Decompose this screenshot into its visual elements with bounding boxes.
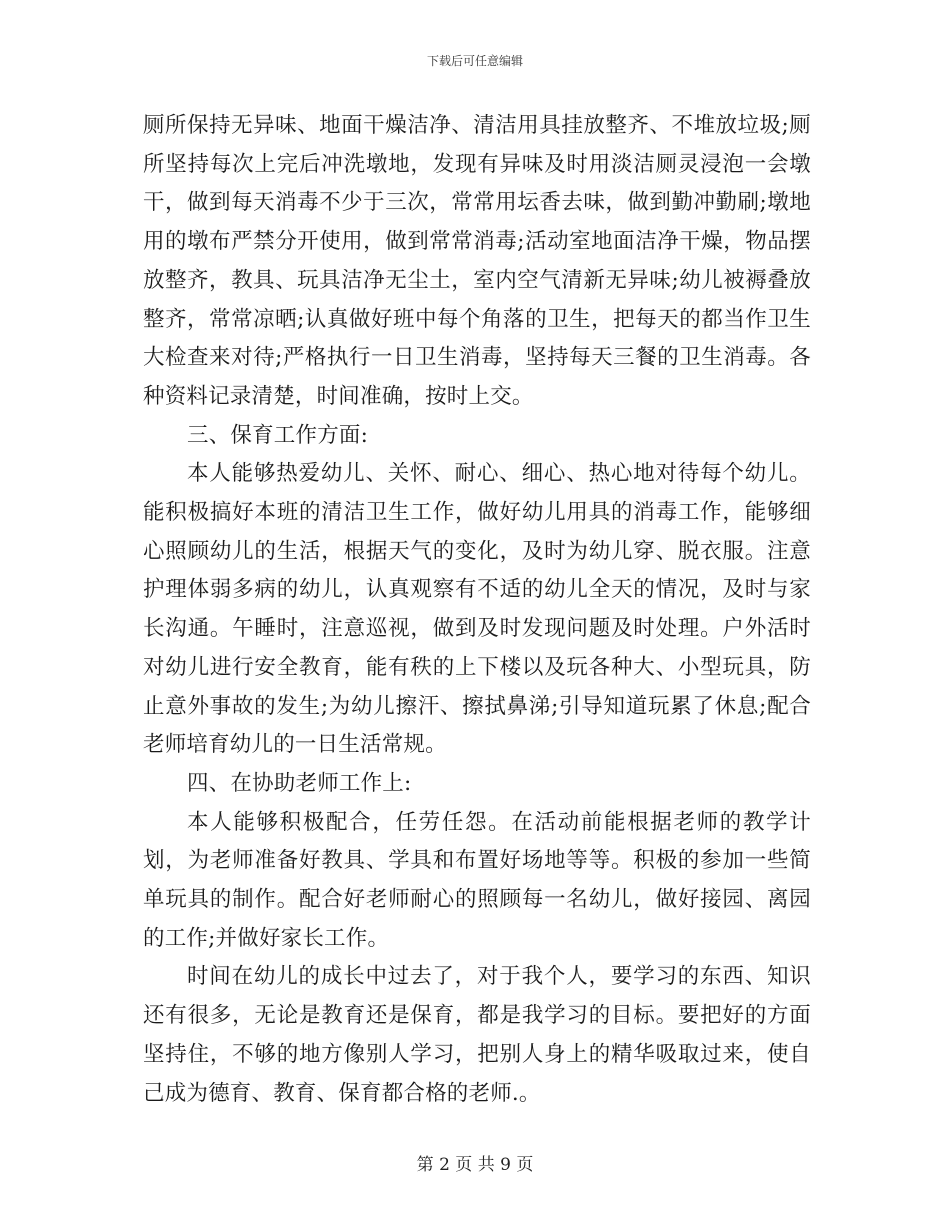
page-number-footer: 第 2 页 共 9 页 xyxy=(416,1155,534,1175)
page-header: 下载后可任意编辑 xyxy=(426,54,523,68)
section-heading-assist-teacher: 四、在协助老师工作上: xyxy=(187,770,412,796)
paragraph-hygiene-details: 厕所保持无异味、地面干燥洁净、清洁用具挂放整齐、不堆放垃圾;厕所坚持每次上完后冲洗墩地，发现有异味及时用淡洁厕灵浸泡一会墩干，做到每天消毒不少于三次，常常用坛香去味，做到勤冲勤刷;墩地用的墩布严禁分开使用，做到常常消毒;活动室地面洁净干燥，物品摆放整齐，教具、玩具洁净无尘土，室内空气清新无异味;幼儿被褥叠放整齐，常常凉晒;认真做好班中每个角落的卫生，把每天的都当作卫生大检查来对待;严格执行一日卫生消毒，坚持每天三餐的卫生消毒。各种资料记录清楚，时间准确，按时上交。 xyxy=(143,113,811,409)
paragraph-conclusion: 时间在幼儿的成长中过去了，对于我个人，要学习的东西、知识还有很多，无论是教育还是保育，都是我学习的目标。要把好的方面坚持住，不够的地方像别人学习，把别人身上的精华吸取过来，使自己成为德育、教育、保育都合格的老师.。 xyxy=(143,964,811,1106)
section-heading-childcare: 三、保育工作方面: xyxy=(187,422,369,448)
paragraph-assist-teacher: 本人能够积极配合，任劳任怨。在活动前能根据老师的教学计划，为老师准备好教具、学具和布置好场地等等。积极的参加一些简单玩具的制作。配合好老师耐心的照顾每一名幼儿，做好接园、离园的工作;并做好家长工作。 xyxy=(143,809,811,951)
paragraph-childcare: 本人能够热爱幼儿、关怀、耐心、细心、热心地对待每个幼儿。能积极搞好本班的清洁卫生工作，做好幼儿用具的消毒工作，能够细心照顾幼儿的生活，根据天气的变化，及时为幼儿穿、脱衣服。注意护理体弱多病的幼儿，认真观察有不适的幼儿全天的情况，及时与家长沟通。午睡时，注意巡视，做到及时发现问题及时处理。户外活时对幼儿进行安全教育，能有秩的上下楼以及玩各种大、小型玩具，防止意外事故的发生;为幼儿擦汗、擦拭鼻涕;引导知道玩累了休息;配合老师培育幼儿的一日生活常规。 xyxy=(143,461,811,758)
document-body xyxy=(143,107,811,1113)
